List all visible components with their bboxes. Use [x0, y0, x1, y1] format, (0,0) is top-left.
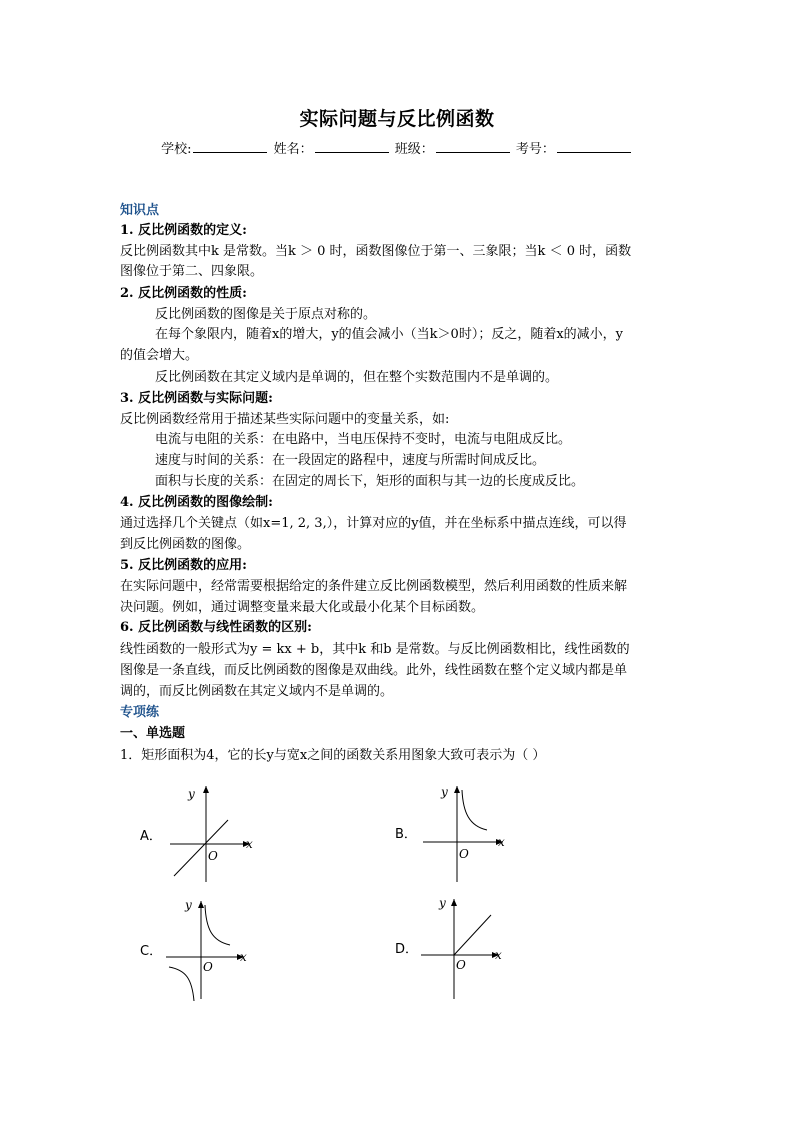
section-heading-single-choice: 一、单选题: [120, 726, 186, 741]
y-axis-label: y: [441, 785, 448, 799]
knowledge-item-2-title: 2. 反比例函数的性质:: [120, 286, 247, 301]
knowledge-item-3-title: 3. 反比例函数与实际问题:: [120, 391, 273, 406]
function-curve: [462, 790, 487, 830]
school-label: 学校:: [161, 142, 192, 157]
x-axis-label: x: [246, 837, 253, 851]
option-c-graph[interactable]: [138, 895, 318, 1005]
section-heading-practice: 专项练: [120, 705, 160, 720]
y-axis-arrow: [203, 786, 209, 793]
paragraph-line: 调的，而反比例函数在其定义域内不是单调的。: [120, 684, 394, 699]
option-d-label: D．: [395, 942, 419, 957]
option-b-label: B．: [395, 827, 417, 842]
origin-label: O: [456, 958, 466, 972]
paragraph-line: 面积与长度的关系：在固定的周长下，矩形的面积与其一边的长度成反比。: [155, 474, 585, 489]
number-blank: [557, 140, 631, 153]
paragraph-line: 通过选择几个关键点（如x=1, 2, 3,），计算对应的y值，并在坐标系中描点连线，可以得: [120, 516, 627, 531]
paragraph-line: 电流与电阻的关系：在电路中，当电压保持不变时，电流与电阻成反比。: [155, 432, 572, 447]
paragraph-line: 图像位于第二、四象限。: [120, 264, 264, 279]
paragraph-line: 在每个象限内，随着x的增大，y的值会减小（当k＞0时）；反之，随着x的减小，y: [155, 327, 624, 342]
paragraph-line: 速度与时间的关系：在一段固定的路程中，速度与所需时间成反比。: [155, 453, 546, 468]
option-a-svg: [136, 782, 316, 892]
paragraph-line: 反比例函数其中k 是常数。当k ＞ 0 时，函数图像位于第一、三象限；当k ＜ 0 时，函数: [120, 244, 632, 259]
knowledge-item-6-title: 6. 反比例函数与线性函数的区别:: [120, 620, 312, 635]
knowledge-item-1-title: 1. 反比例函数的定义:: [120, 223, 247, 238]
option-a-graph[interactable]: [136, 782, 316, 892]
paragraph-line: 的值会增大。: [120, 348, 199, 363]
option-a-label: A．: [140, 829, 162, 844]
section-heading-knowledge: 知识点: [120, 203, 160, 218]
option-d-svg: [395, 895, 575, 1005]
paragraph-line: 决问题。例如，通过调整变量来最大化或最小化某个目标函数。: [120, 600, 485, 615]
paragraph-line: 反比例函数在其定义域内是单调的，但在整个实数范围内不是单调的。: [155, 370, 559, 385]
function-curve: [174, 820, 228, 876]
function-curve-branch: [169, 967, 194, 1001]
student-info-line: [0, 138, 794, 157]
option-c-label: C．: [140, 944, 163, 959]
y-axis-label: y: [185, 898, 192, 912]
paragraph-line: 到反比例函数的图像。: [120, 537, 251, 552]
y-axis-label: y: [188, 787, 195, 801]
y-axis-arrow: [198, 901, 204, 908]
option-b-svg: [393, 782, 573, 892]
name-blank: [315, 140, 389, 153]
number-label: 考号：: [515, 142, 555, 157]
name-label: 姓名：: [273, 142, 313, 157]
option-c-svg: [138, 895, 318, 1005]
function-curve: [205, 905, 230, 945]
function-curve: [454, 915, 491, 955]
option-b-graph[interactable]: [393, 782, 573, 892]
x-axis-label: x: [240, 950, 247, 964]
y-axis-arrow: [454, 786, 460, 793]
y-axis-arrow: [451, 899, 457, 906]
class-label: 班级：: [394, 142, 434, 157]
x-axis-label: x: [495, 948, 502, 962]
knowledge-item-5-title: 5. 反比例函数的应用:: [120, 558, 247, 573]
paragraph-line: 反比例函数的图像是关于原点对称的。: [155, 307, 377, 322]
origin-label: O: [459, 847, 469, 861]
question-1-stem: 1．矩形面积为4，它的长y与宽x之间的函数关系用图象大致可表示为（ ）: [120, 748, 546, 763]
origin-label: O: [208, 849, 218, 863]
y-axis-label: y: [439, 896, 446, 910]
x-axis-label: x: [498, 835, 505, 849]
option-d-graph[interactable]: [395, 895, 575, 1005]
knowledge-item-4-title: 4. 反比例函数的图像绘制:: [120, 495, 273, 510]
page-title: 实际问题与反比例函数: [299, 108, 495, 130]
paragraph-line: 图像是一条直线，而反比例函数的图像是双曲线。此外，线性函数在整个定义域内都是单: [120, 663, 628, 678]
paragraph-line: 在实际问题中，经常需要根据给定的条件建立反比例函数模型，然后利用函数的性质来解: [120, 579, 628, 594]
origin-label: O: [203, 960, 213, 974]
paragraph-line: 线性函数的一般形式为y = kx + b，其中k 和b 是常数。与反比例函数相比，线性函数的: [120, 642, 630, 657]
paragraph-line: 反比例函数经常用于描述某些实际问题中的变量关系，如:: [120, 412, 450, 427]
school-blank: [193, 140, 267, 153]
class-blank: [436, 140, 510, 153]
